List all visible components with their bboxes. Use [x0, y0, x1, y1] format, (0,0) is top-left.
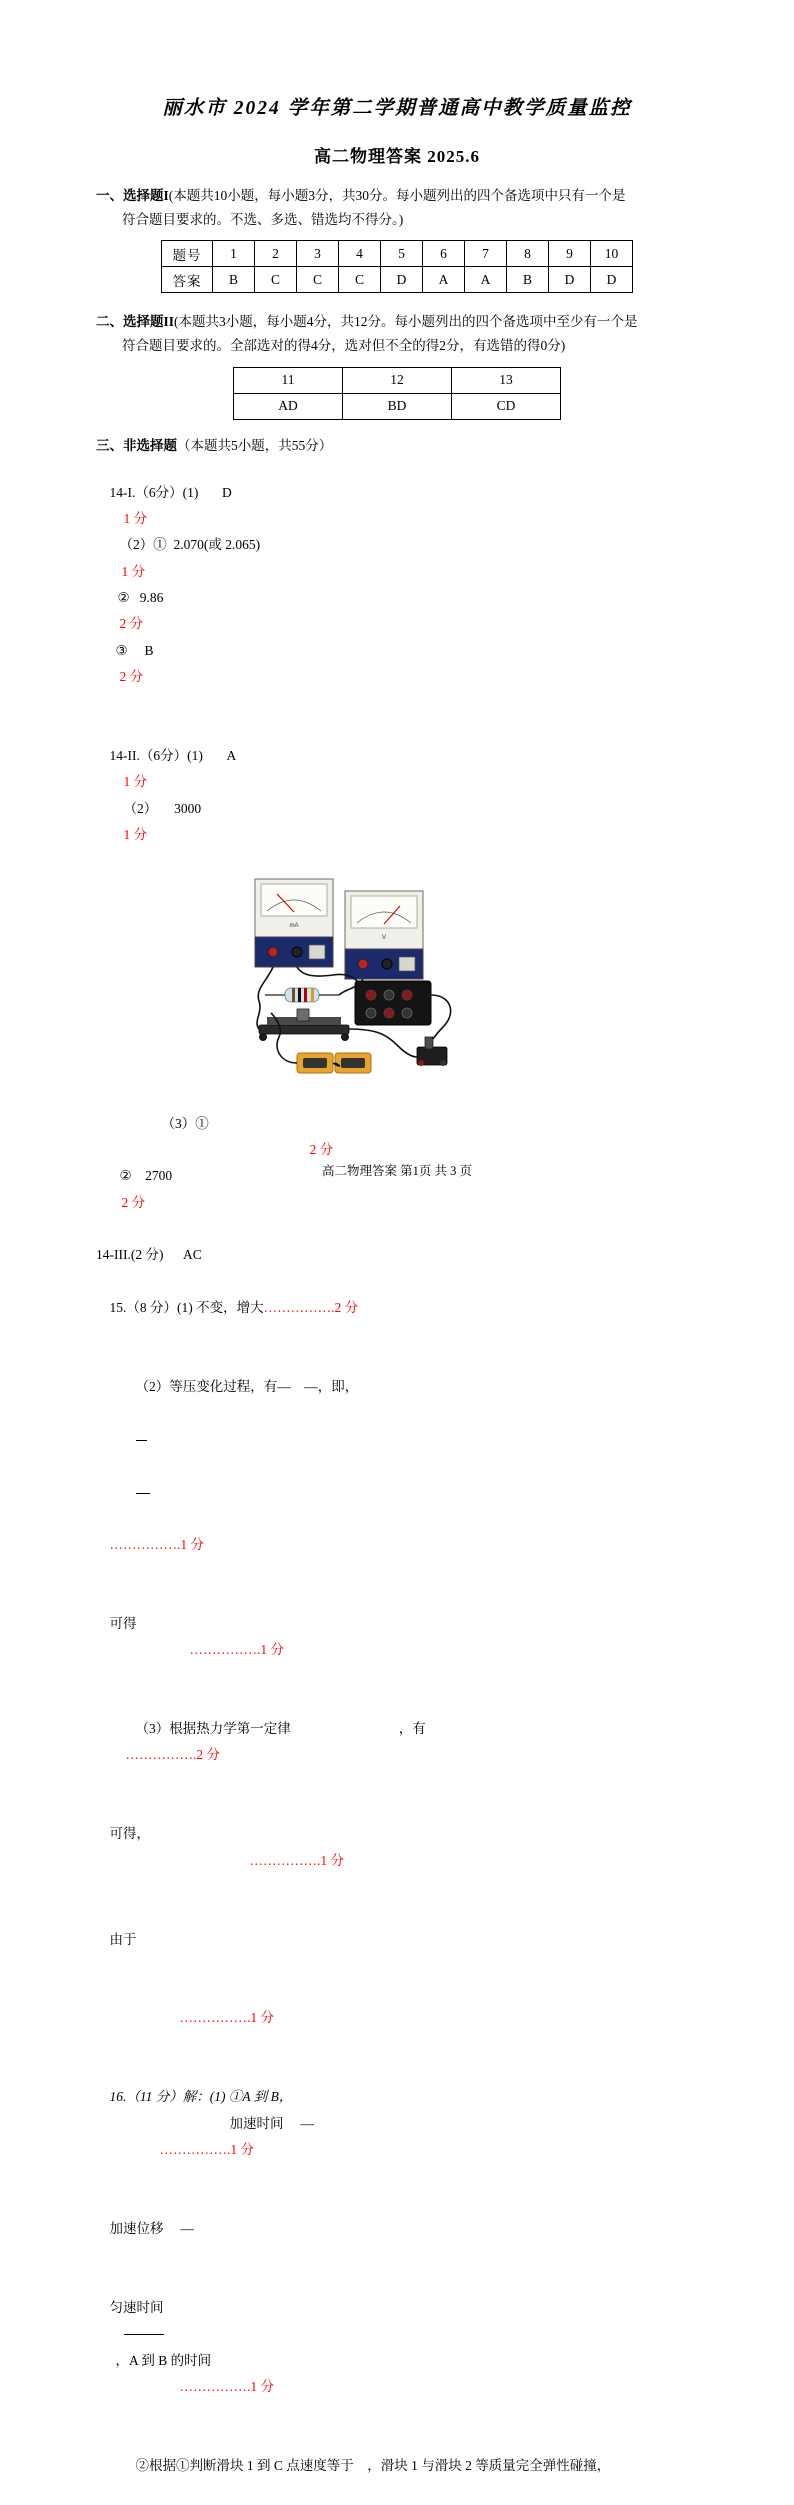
- section2-heading-rest: (本题共3小题，每小题4分，共12分。每小题列出的四个备选项中至少有一个是: [174, 314, 638, 330]
- section2-heading-line2: 符合题目要求的。全部选对的得4分，选对但不全的得2分，有选错的得0分): [122, 337, 566, 353]
- q15-4-text: （3）根据热力学第一定律 ，有: [135, 1721, 426, 1736]
- q15-3-text: 可得: [109, 1615, 137, 1631]
- answer-line-16-2: [96, 2190, 698, 2269]
- answer-line-15-6: [96, 1900, 698, 1979]
- switch-icon: [417, 1037, 447, 1066]
- section2-heading: [96, 310, 698, 357]
- table-cell: B: [213, 267, 255, 293]
- score-1fen: …………….1 分: [189, 1642, 284, 1658]
- fraction-left: [136, 1428, 148, 1452]
- table-cell: 12: [343, 367, 452, 393]
- table-cell: D: [381, 267, 423, 293]
- table-cell: B: [507, 267, 549, 293]
- table-row: [162, 241, 633, 267]
- q14-2-3-prefix: （3）①: [161, 1115, 209, 1131]
- score-1fen: …………….1 分: [179, 2378, 274, 2394]
- svg-text:mA: mA: [289, 922, 299, 929]
- score-2fen: …………….2 分: [263, 1300, 359, 1315]
- score-2fen: 2 分: [309, 1142, 334, 1158]
- section2-heading-bold: 二、选择题II: [96, 314, 175, 330]
- score-1fen: …………….1 分: [159, 2142, 254, 2157]
- q15-5-text: 可得，: [109, 1826, 150, 1842]
- answer-line-14-1: [96, 454, 698, 717]
- page-title: 丽水市 2024 学年第二学期普通高中教学质量监控: [162, 98, 632, 119]
- table-row: [234, 393, 561, 419]
- answer-sheet-page: [0, 92, 794, 2473]
- section2-answer-table: [233, 367, 561, 420]
- section1-heading-rest: (本题共10小题，每小题3分，共30分。每小题列出的四个备选项中只有一个是: [168, 188, 626, 203]
- table-cell: C: [255, 267, 297, 293]
- answer-line-15-4: [96, 1690, 698, 1795]
- answer-line-16-1: [96, 2058, 698, 2190]
- answer-line-15-3: [96, 1584, 698, 1689]
- table-cell: BD: [343, 393, 452, 419]
- q16-4-text: ②根据①判断滑块 1 到 C 点速度等于 ，滑块 1 与滑块 2 等质量完全弹性碰撞，: [135, 2457, 611, 2473]
- table-cell: 7: [465, 241, 507, 267]
- answer-line-16-4: [96, 2426, 698, 2505]
- table-cell: C: [297, 267, 339, 293]
- answer-line-15-1: [96, 1269, 698, 1348]
- table-cell: 13: [452, 367, 561, 393]
- q15-2-formula: [116, 1400, 152, 1532]
- section3-heading-bold: 三、非选择题: [96, 437, 177, 453]
- section1-answer-table: [161, 240, 633, 293]
- section1-heading: [96, 184, 698, 231]
- table-cell: C: [339, 267, 381, 293]
- table-cell: 3: [297, 241, 339, 267]
- table-cell: 11: [234, 367, 343, 393]
- score-2fen: 2 分: [121, 1194, 146, 1210]
- ammeter-left-icon: [255, 879, 333, 967]
- section3-heading-rest: （本题共5小题，共55分）: [177, 437, 333, 453]
- answer-line-15-2: [96, 1348, 698, 1585]
- q14-1-part2: （2）① 2.070(或 2.065): [119, 537, 261, 553]
- score-1fen: 1 分: [123, 826, 148, 842]
- answer-line-15-5: [96, 1795, 698, 1900]
- score-1fen: 1 分: [123, 774, 148, 790]
- score-2fen: …………….2 分: [125, 1747, 220, 1763]
- table-cell: 1: [213, 241, 255, 267]
- q15-6-text: 由于: [109, 1931, 137, 1947]
- q14-1-prefix: 14-I.（6分）(1) D: [109, 484, 232, 500]
- answer-line-14-2: [96, 717, 698, 875]
- score-2fen: 2 分: [119, 669, 144, 684]
- table-cell: 6: [423, 241, 465, 267]
- answer-line-15-6-score: [96, 1979, 698, 2058]
- page-footer: 高二物理答案 第1页 共 3 页: [321, 1164, 472, 1178]
- score-1fen: …………….1 分: [179, 2010, 274, 2026]
- resistor-icon: [265, 988, 339, 1002]
- voltmeter-right-icon: [345, 891, 423, 979]
- row-label-answer: 答案: [162, 267, 213, 293]
- score-1fen: …………….1 分: [109, 1536, 204, 1552]
- q15-2-text: （2）等压变化过程，有— —，即，: [135, 1378, 359, 1394]
- table-cell: A: [465, 267, 507, 293]
- answer-line-16-3: [96, 2269, 698, 2427]
- table-cell: A: [423, 267, 465, 293]
- answer-line-14-3: 14-III.(2 分) AC: [96, 1247, 202, 1263]
- table-row: [234, 367, 561, 393]
- table-cell: AD: [234, 393, 343, 419]
- table-cell: 5: [381, 241, 423, 267]
- experiment-circuit-figure: [96, 877, 698, 1087]
- circuit-photo-svg: [237, 877, 557, 1082]
- row-label-number: 题号: [162, 241, 213, 267]
- q14-1-part4: ③ B: [115, 642, 154, 658]
- q14-1-part3: ② 9.86: [117, 590, 164, 606]
- q16-1-text: 16.（11 分）解：(1) ①A 到 B，: [109, 2089, 293, 2105]
- table-cell: 9: [549, 241, 591, 267]
- fraction-right: [136, 1481, 150, 1505]
- table-cell: 4: [339, 241, 381, 267]
- q14-2-prefix: 14-II.（6分）(1) A: [109, 747, 237, 763]
- table-row: [162, 267, 633, 293]
- table-cell: 8: [507, 241, 549, 267]
- q16-3-text-b: ，A 到 B 的时间: [115, 2352, 212, 2368]
- q16-3-text-a: 匀速时间: [109, 2299, 164, 2315]
- table-cell: D: [591, 267, 633, 293]
- table-cell: 10: [591, 241, 633, 267]
- table-cell: 2: [255, 241, 297, 267]
- svg-text:V: V: [381, 934, 387, 941]
- table-cell: CD: [452, 393, 561, 419]
- score-1fen: 1 分: [123, 511, 148, 527]
- score-1fen: …………….1 分: [249, 1852, 344, 1868]
- q15-1-text: 15.（8 分）(1) 不变，增大: [109, 1300, 264, 1315]
- q14-2-3-part2: ② 2700: [119, 1168, 173, 1184]
- q14-2-part2: （2） 3000: [123, 800, 202, 816]
- section1-heading-line2: 符合题目要求的。不选、多选、错选均不得分。): [122, 211, 404, 227]
- score-1fen: 1 分: [121, 563, 146, 579]
- score-2fen: 2 分: [119, 616, 144, 632]
- section1-heading-bold: 一、选择题I: [96, 188, 169, 203]
- section3-heading: [96, 434, 698, 454]
- q16-3-fraction: [124, 2321, 164, 2347]
- page-subtitle: 高二物理答案 2025.6: [314, 147, 480, 166]
- q16-2-text: 加速位移 —: [109, 2220, 194, 2236]
- q16-1-mid: 加速时间 —: [229, 2115, 314, 2131]
- table-cell: D: [549, 267, 591, 293]
- terminal-box-icon: [355, 981, 431, 1025]
